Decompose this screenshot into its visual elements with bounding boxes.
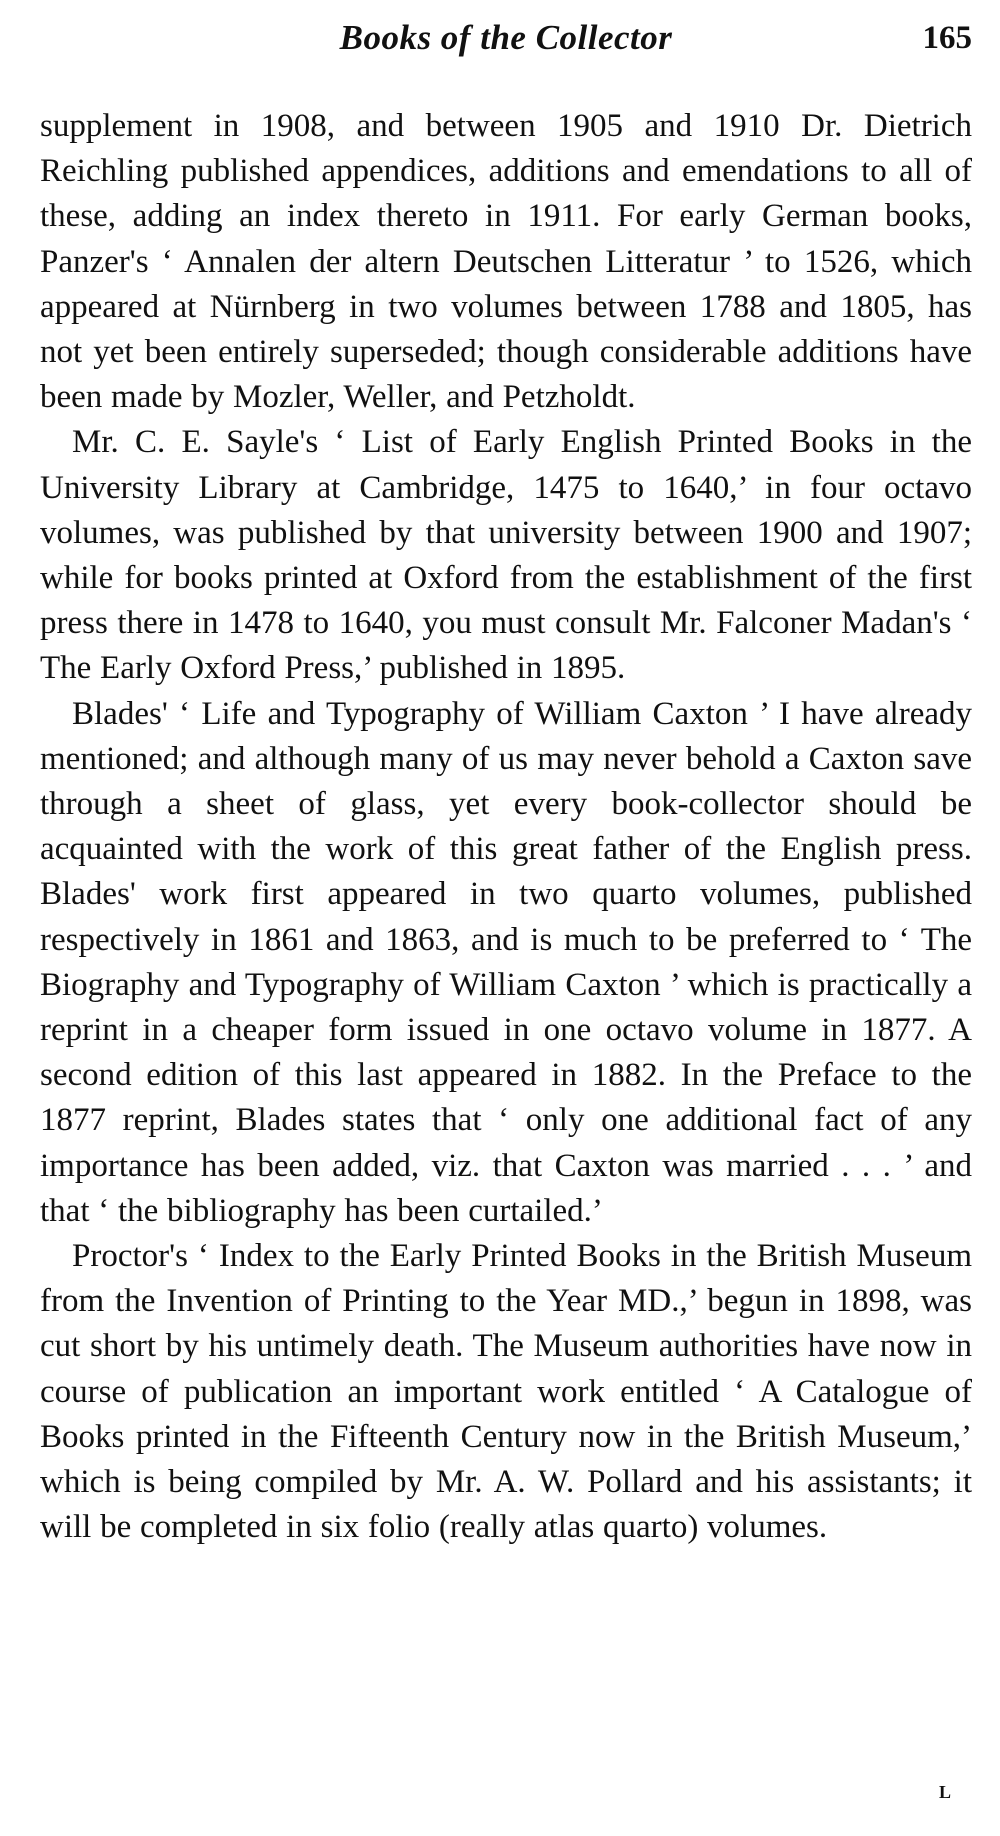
page-number: 165 — [922, 20, 972, 56]
paragraph-proctor: Proctor's ‘ Index to the Early Printed Books in the British Museum from the Invention of Printing to the Year MD.,’ begun in 1898, was cut short by his untimely death. The Museum authorities have now in course of publication an important work entitled ‘ A Catalogue of Books printed in the Fifteenth Century now in the British Museum,’ which is being compiled by Mr. A. W. Pollard and his assistants; it will be completed in six folio (really atlas quarto) volumes. — [40, 1238, 972, 1546]
running-head — [40, 16, 972, 60]
paragraph-continuation: supplement in 1908, and between 1905 and 1910 Dr. Dietrich Reichling published appendices, additions and emendations to all of these, adding an index thereto in 1911. For early German books, Panzer's ‘ Annalen der altern Deutschen Litteratur ’ to 1526, which appeared at Nürnberg in two volumes between 1788 and 1805, has not yet been entirely superseded; though considerable additions have been made by Mozler, Weller, and Petzholdt. — [40, 108, 972, 416]
paragraph-blades: Blades' ‘ Life and Typography of William Caxton ’ I have already mentioned; and although many of us may never behold a Caxton save through a sheet of glass, yet every book-collector should be acquainted with the work of this great father of the English press. Blades' work first appeared in two quarto volumes, published respectively in 1861 and 1863, and is much to be preferred to ‘ The Biography and Typography of William Caxton ’ which is practically a reprint in a cheaper form issued in one octavo volume in 1877. A second edition of this last appeared in 1882. In the Preface to the 1877 reprint, Blades states that ‘ only one additional fact of any importance has been added, viz. that Caxton was married . . . ’ and that ‘ the bibliography has been curtailed.’ — [40, 695, 972, 1229]
signature-mark: L — [938, 1782, 952, 1802]
body-text — [40, 104, 972, 1551]
running-title: Books of the Collector — [339, 18, 673, 57]
paragraph-sayle: Mr. C. E. Sayle's ‘ List of Early English Printed Books in the University Library at Cambridge, 1475 to 1640,’ in four octavo volumes, was published by that university between 1900 and 1907; while for books printed at Oxford from the establishment of the first press there in 1478 to 1640, you must consult Mr. Falconer Madan's ‘ The Early Oxford Press,’ published in 1895. — [40, 424, 972, 687]
